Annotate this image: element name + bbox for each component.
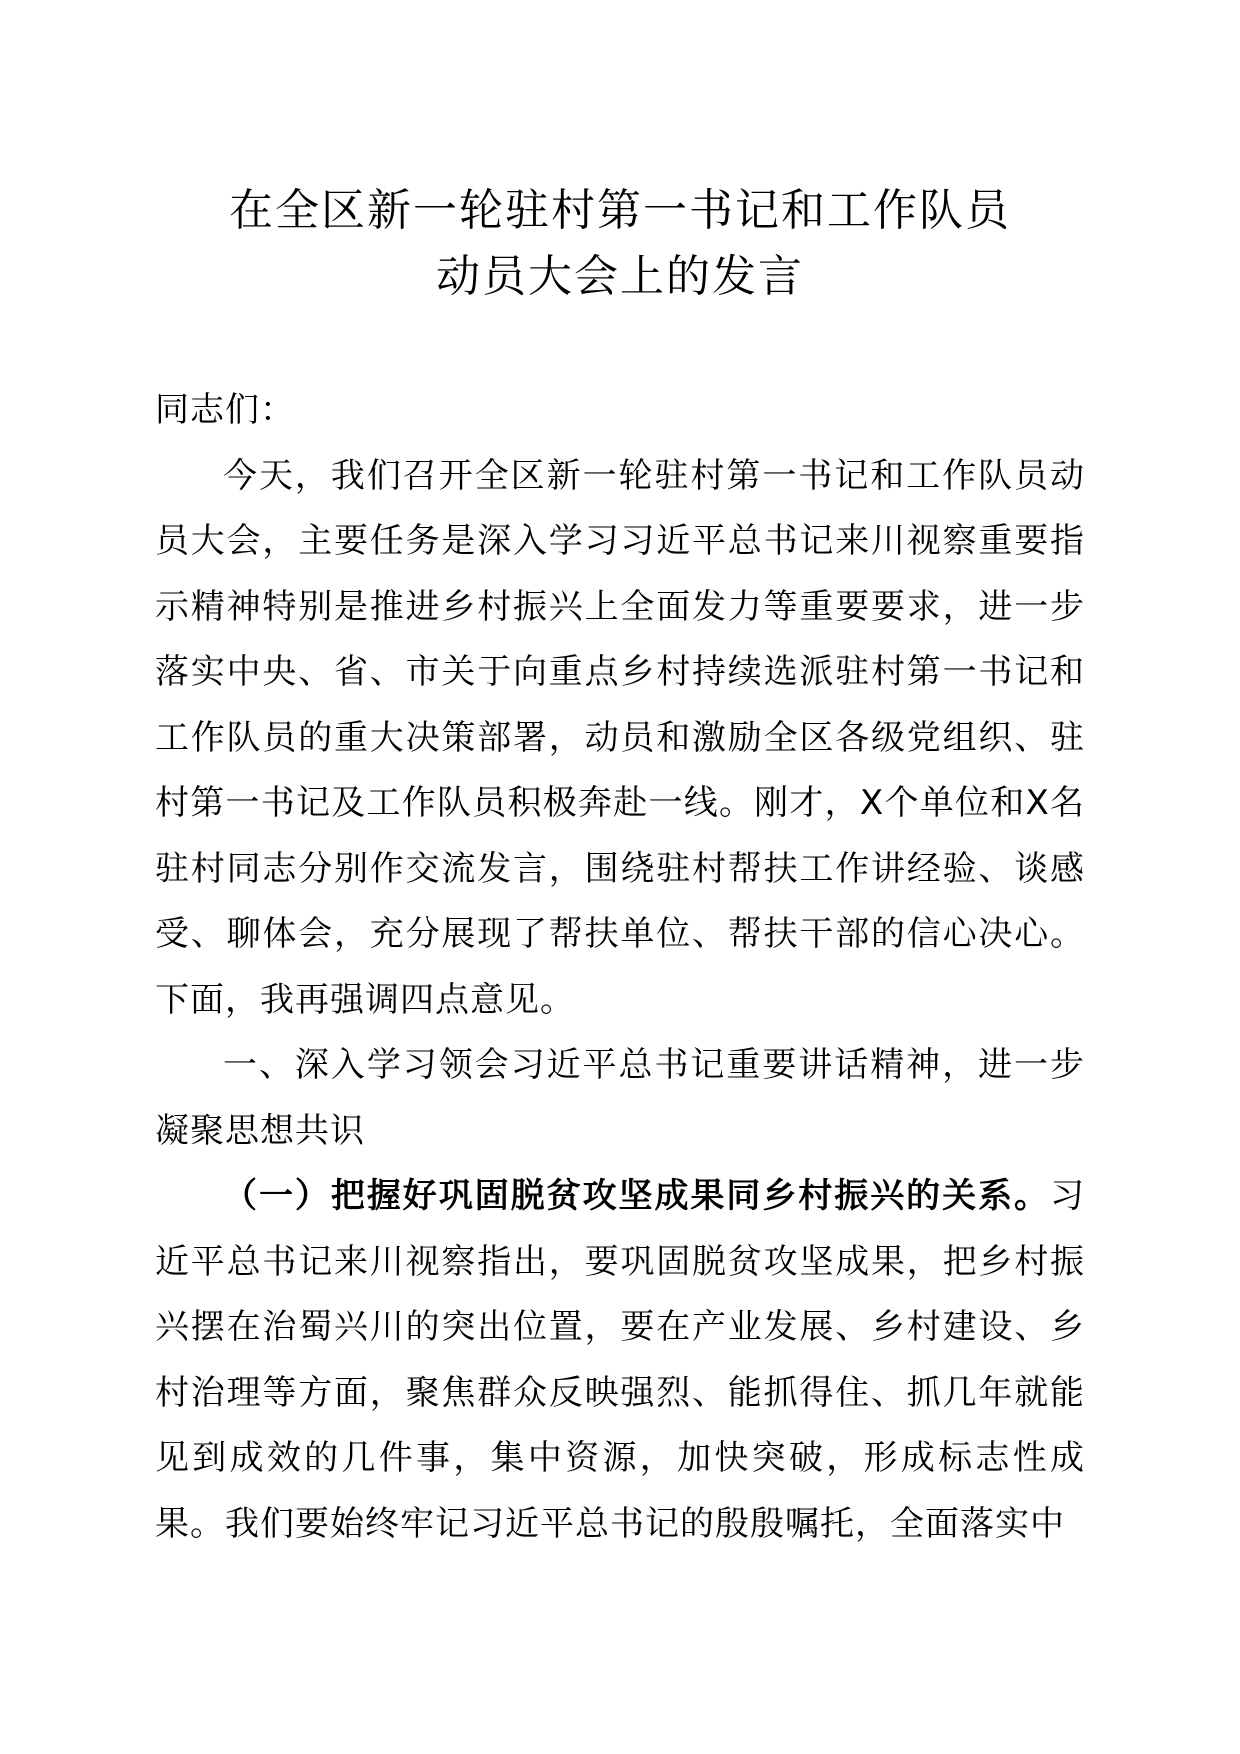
section-heading-1: 一、深入学习领会习近平总书记重要讲话精神，进一步凝聚思想共识 xyxy=(155,1045,1085,1151)
subsection-paragraph-1 xyxy=(155,1164,1085,1557)
document-title-line-1: 在全区新一轮驻村第一书记和工作队员 xyxy=(229,185,1011,236)
subsection-text-1: 习近平总书记来川视察指出，要巩固脱贫攻坚成果，把乡村振兴摆在治蜀兴川的突出位置，要在产业发展、乡村建设、乡村治理等方面，聚焦群众反映强烈、能抓得住、抓几年就能见到成效的几件事，集中资源，加快突破，形成标志性成果。我们要始终牢记习近平总书记的殷殷嘱托，全面落实中 xyxy=(155,1176,1085,1544)
document-body xyxy=(155,378,1085,1557)
paragraph-intro: 今天，我们召开全区新一轮驻村第一书记和工作队员动员大会，主要任务是深入学习习近平总书记来川视察重要指示精神特别是推进乡村振兴上全面发力等重要要求，进一步落实中央、省、市关于向重点乡村持续选派驻村第一书记和工作队员的重大决策部署，动员和激励全区各级党组织、驻村第一书记及工作队员积极奔赴一线。刚才，X个单位和X名驻村同志分别作交流发言，围绕驻村帮扶工作讲经验、谈感受、聊体会，充分展现了帮扶单位、帮扶干部的信心决心。下面，我再强调四点意见。 xyxy=(155,455,1085,1020)
document-title-line-2: 动员大会上的发言 xyxy=(436,251,804,302)
greeting: 同志们： xyxy=(155,390,295,430)
subsection-title-1: （一）把握好巩固脱贫攻坚成果同乡村振兴的关系。 xyxy=(223,1176,1050,1216)
